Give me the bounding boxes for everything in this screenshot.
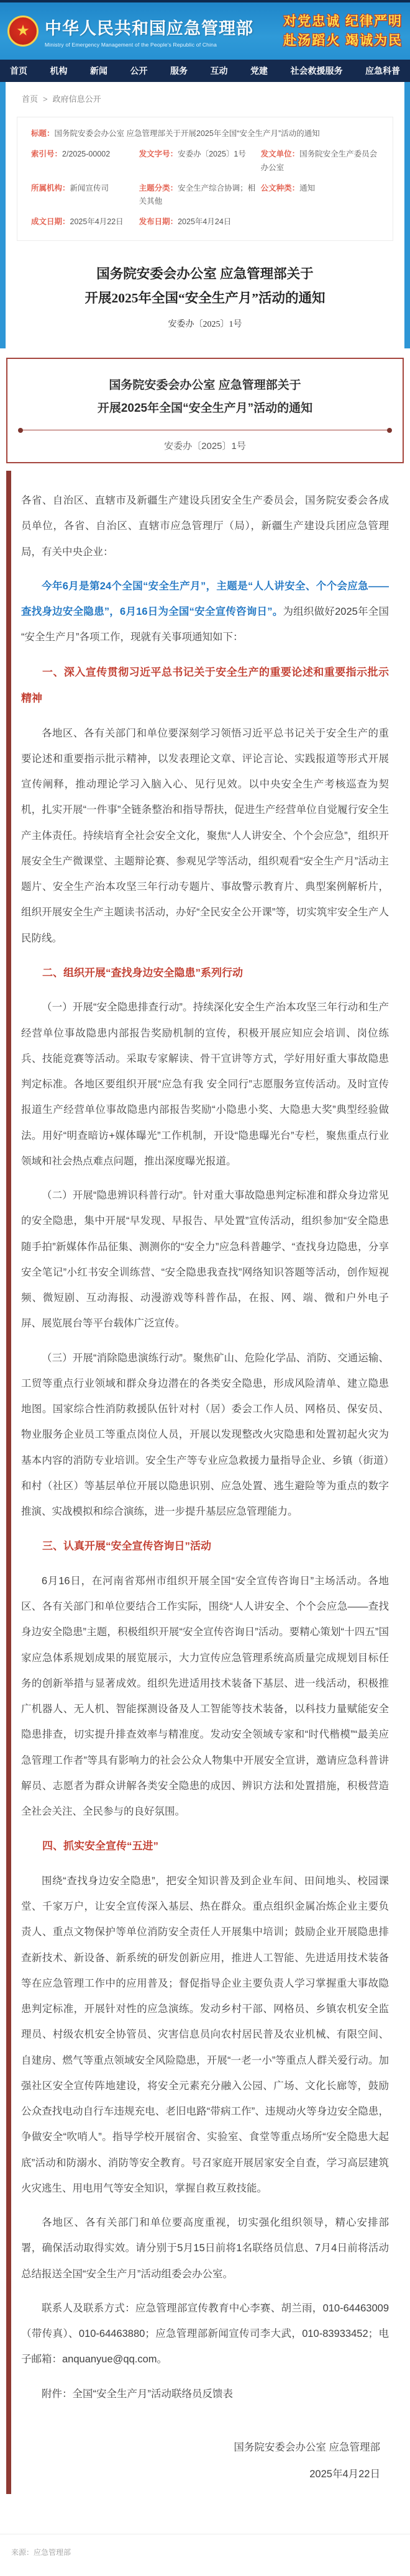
meta-issuer: [261, 148, 379, 175]
meta-doc-no-value: 安委办〔2025〕1号: [178, 150, 246, 159]
info-card: [6, 82, 404, 348]
attachment-line: 附件：全国“安全生产月”活动联络员反馈表: [42, 2388, 233, 2400]
nav-item-science[interactable]: 应急科普: [365, 66, 400, 76]
section-1-heading: 一、深入宣传贯彻习近平总书记关于安全生产的重要论述和重要指示批示精神: [21, 666, 389, 705]
site-brand: [45, 15, 253, 48]
section-1-paragraph-1: 各地区、各有关部门和单位要深刻学习领悟习近平总书记关于安全生产的重要论述和重要指示批示精神，以发表理论文章、评论言论、实践报道等形式开展宣传阐释，推动理论学习入脑入心、见行见效。以中央安全生产考核巡查为契机，扎实开展“一件事”全链条整治和指导帮扶，促进生产经营单位自觉履行安全生产主体责任。持续培育全社会安全文化，聚焦“人人讲安全、个个会应急”，组织开展安全生产微课堂、主题辩论赛、参观见学等活动，组织观看“安全生产月”活动主题片、安全生产治本攻坚三年行动专题片、事故警示教育片、典型案例解析片，组织开展安全生产主题读书活动，办好“全民安全公开课”等，切实筑牢安全生产人民防线。: [21, 727, 389, 944]
nav-item-service[interactable]: 服务: [170, 66, 188, 76]
document-body: [6, 471, 404, 2494]
meta-doc-no: [139, 148, 261, 175]
meta-category-value: 安全生产综合协调；相关其他: [139, 183, 256, 206]
nav-item-home[interactable]: 首页: [10, 66, 27, 76]
meta-org-value: 新闻宣传司: [70, 183, 109, 193]
section-2-paragraph-1: （一）开展“安全隐患排查行动”。持续深化安全生产治本攻坚三年行动和生产经营单位事故隐患内部报告奖励机制的宣传，积极开展应知应会培训、岗位练兵、技能竞赛等活动。采取专家解读、骨干宣讲等方式，学好用好重大事故隐患判定标准。各地区要组织开展“应急有我 安全同行”志愿服务宣传活动。及时宣传报道生产经营单位事故隐患内部报告奖励“小隐患小奖、大隐患大奖”典型经验做法。用好“明查暗访+媒体曝光”工作机制，开设“隐患曝光台”专栏，聚焦重点行业领域和社会热点难点问题，推出深度曝光报道。: [21, 1002, 389, 1167]
notice-title-box: [6, 358, 404, 463]
source-label: 来源：: [11, 2547, 34, 2557]
site-subtitle: Ministry of Emergency Management of the People's Republic of China: [45, 41, 217, 48]
site-title: 中华人民共和国应急管理部: [45, 19, 253, 38]
slogan-line-2: 赴汤蹈火 竭诚为民: [283, 34, 403, 48]
signature-org: 国务院安委会办公室 应急管理部: [234, 2441, 380, 2453]
section-3-paragraph-1: 6月16日，在河南省郑州市组织开展全国“安全宣传咨询日”主场活动。各地区、各有关部门和单位要结合工作实际，围绕“人人讲安全、个个会应急——查找身边安全隐患”主题，积极组织开展“安全宣传咨询日”活动。要精心策划“十四五”国家应急体系规划成果的展览展示，大力宣传应急管理系统高质量完成规划目标任务的创新举措与显著成效。组织先进适用技术装备下基层、进一线活动，积极推广机器人、无人机、智能探测设备及人工智能等技术装备，以科技力量赋能安全隐患排查，切实提升排查效率与精准度。发动安全领域专家和“时代楷模”“最美应急管理工作者”等具有影响力的社会公众人物集中开展安全宣讲，邀请应急科普讲解员、志愿者为群众讲解各类安全隐患的成因、辨识方法和处置措施，积极营造全社会关注、全民参与的良好氛围。: [21, 1575, 389, 1818]
meta-org: [31, 182, 139, 209]
site-slogan: [283, 12, 403, 51]
signature-block: [21, 2434, 389, 2488]
meta-row-3: [31, 182, 379, 209]
page-title-block: [6, 262, 404, 330]
nav-item-news[interactable]: 新闻: [90, 66, 107, 76]
meta-written-date-label: 成文日期：: [31, 217, 70, 227]
nav-item-public[interactable]: 公开: [130, 66, 148, 76]
upper-section: [0, 82, 410, 348]
section-2-heading: 二、组织开展“查找身边安全隐患”系列行动: [42, 966, 243, 979]
meta-category-label: 主题分类：: [139, 183, 178, 193]
nav-item-org[interactable]: 机构: [50, 66, 68, 76]
page-footer: [0, 2534, 410, 2576]
intro-rest: 为组织做好2025年全国“安全生产月”各项工作，现就有关事项通知如下：: [21, 606, 389, 643]
meta-doc-no-label: 发文字号：: [139, 150, 178, 159]
meta-publish-date-label: 发布日期：: [139, 217, 178, 227]
meta-type-value: 通知: [299, 183, 316, 193]
meta-issuer-value: 国务院安全生产委员会办公室: [260, 150, 378, 172]
notice-doc-number: 安委办〔2025〕1号: [164, 441, 246, 452]
main-nav: [0, 60, 410, 82]
section-3-heading: 三、认真开展“安全宣传咨询日”活动: [42, 1540, 211, 1553]
notice-title-line-2: 开展2025年全国“安全生产月”活动的通知: [97, 402, 313, 415]
meta-type-label: 公文种类：: [260, 183, 300, 193]
site-header: [0, 2, 410, 60]
section-2-paragraph-3: （三）开展“消除隐患演练行动”。聚焦矿山、危险化学品、消防、交通运输、工贸等重点行业领域和群众身边潜在的各类安全隐患，形成风险清单、建立隐患地图。国家综合性消防救援队伍针对村（居）委会工作人员、网格员、保安员、物业服务企业员工等重点岗位人员，开展以发现整改火灾隐患和处置初起火灾为基本内容的消防专业培训。安全生产等专业应急救援力量指导企业、乡镇（街道）和村（社区）等基层单位开展以隐患识别、应急处置、逃生避险等为重点的数字推演、实战模拟和综合演练，进一步提升基层应急管理能力。: [21, 1352, 389, 1518]
section-2-paragraph-2: （二）开展“隐患辨识科普行动”。针对重大事故隐患判定标准和群众身边常见的安全隐患，集中开展“早发现、早报告、早处置”宣传活动，组织参加“安全隐患随手拍”新媒体作品征集、测测你的“安全力”应急科普趣学、“查找身边隐患，分享安全笔记”小红书安全训练营、“安全隐患我查找”网络知识答题等活动，创作短视频、微短剧、互动海报、动漫游戏等科普作品，在报、网、端、微和户外电子屏、展览展台等平台载体广泛宣传。: [21, 1190, 389, 1330]
national-emblem-icon: ★: [7, 16, 39, 47]
notice-title-line-1: 国务院安委会办公室 应急管理部关于: [109, 379, 301, 392]
meta-index-value: 2/2025-00002: [62, 150, 111, 159]
meta-title-label: 标题：: [31, 129, 55, 138]
meta-row-title: [31, 127, 379, 140]
meta-org-label: 所属机构：: [31, 183, 70, 193]
nav-item-party[interactable]: 党建: [250, 66, 268, 76]
meta-title: [31, 127, 379, 140]
source-value: 应急管理部: [34, 2547, 71, 2557]
nav-item-interact[interactable]: 互动: [210, 66, 228, 76]
intro-paragraph: [21, 574, 389, 651]
signature-date: 2025年4月22日: [309, 2468, 380, 2480]
meta-row-4: [31, 215, 379, 229]
meta-type: [261, 182, 379, 209]
document-meta-table: [17, 117, 393, 241]
meta-written-date-value: 2025年4月22日: [70, 217, 124, 227]
intro-highlight: 今年6月是第24个全国“安全生产月”，主题是“人人讲安全、个个会应急——查找身边安全隐患”，6月16日为全国“安全宣传咨询日”。: [21, 580, 389, 618]
section-4-paragraph-1: 围绕“查找身边安全隐患”，把安全知识普及到企业车间、田间地头、校园课堂、千家万户，让安全宣传深入基层、热在群众。重点组织金属冶炼企业主要负责人、重点文物保护等单位消防安全责任人开展集中培训；鼓励企业开展隐患排查新技术、新设备、新系统的研发创新应用，推进人工智能、先进适用技术装备等在应急管理工作中的应用普及；督促指导企业主要负责人学习掌握重大事故隐患判定标准，开展针对性的应急演练。发动乡村干部、网格员、乡镇农机安全监理员、村级农机安全协管员、灾害信息员向农村居民普及农业机械、有限空间、自建房、燃气等重点领域安全风险隐患，开展“一老一小”等重点人群关爱行动。加强社区安全宣传阵地建设，将安全元素充分融入公园、广场、文化长廊等，鼓励公众查找电动自行车违规充电、老旧电路“带病工作”、违规动火等身边安全隐患，争做安全“吹哨人”。指导学校开展宿舍、实验室、食堂等重点场所“安全隐患大起底”活动和防溺水、消防等安全教育。号召家庭开展居家安全自查，学习高层建筑火灾逃生、用电用气等安全知识，掌握自救互救技能。: [21, 1875, 389, 2194]
meta-publish-date-value: 2025年4月24日: [178, 217, 232, 227]
breadcrumb-current-link[interactable]: 政府信息公开: [52, 94, 101, 104]
meta-row-2: [31, 148, 379, 175]
closing-paragraph-1: 各地区、各有关部门和单位要高度重视，切实强化组织领导，精心安排部署，确保活动取得实效。请分别于5月15日前将1名联络员信息、7月4日前将活动总结报送全国“安全生产月”活动组委会办公室。: [21, 2217, 389, 2280]
page-title-line-2: 开展2025年全国“安全生产月”活动的通知: [84, 291, 326, 306]
meta-title-value: 国务院安委会办公室 应急管理部关于开展2025年全国“安全生产月”活动的通知: [54, 129, 320, 138]
meta-written-date: [31, 215, 139, 229]
section-4-heading: 四、抓实安全宣传“五进”: [42, 1840, 158, 1853]
page-title-line-1: 国务院安委会办公室 应急管理部关于: [96, 266, 314, 281]
meta-index: [31, 148, 139, 175]
page-title-doc-number: 安委办〔2025〕1号: [168, 320, 242, 330]
meta-category: [139, 182, 261, 209]
nav-item-social-rescue[interactable]: 社会救援服务: [290, 66, 343, 76]
closing-paragraph-contact: 联系人及联系方式：应急管理部宣传教育中心李赛、胡兰雨，010-64463009（带传真）、010-64463880；应急管理部新闻宣传司李大武，010-83933452；电子邮箱：anquanyue@qq.com。: [21, 2302, 389, 2365]
meta-publish-date: [139, 215, 261, 229]
salutation: 各省、自治区、直辖市及新疆生产建设兵团安全生产委员会，国务院安委会各成员单位，各省、自治区、直辖市应急管理厅（局），新疆生产建设兵团应急管理局，有关中央企业：: [21, 495, 389, 558]
meta-index-label: 索引号：: [31, 150, 63, 159]
breadcrumb: [6, 82, 404, 113]
breadcrumb-separator: >: [43, 94, 48, 104]
slogan-line-1: 对党忠诚 纪律严明: [283, 14, 403, 29]
meta-issuer-label: 发文单位：: [260, 150, 300, 159]
breadcrumb-home-link[interactable]: 首页: [22, 94, 39, 104]
